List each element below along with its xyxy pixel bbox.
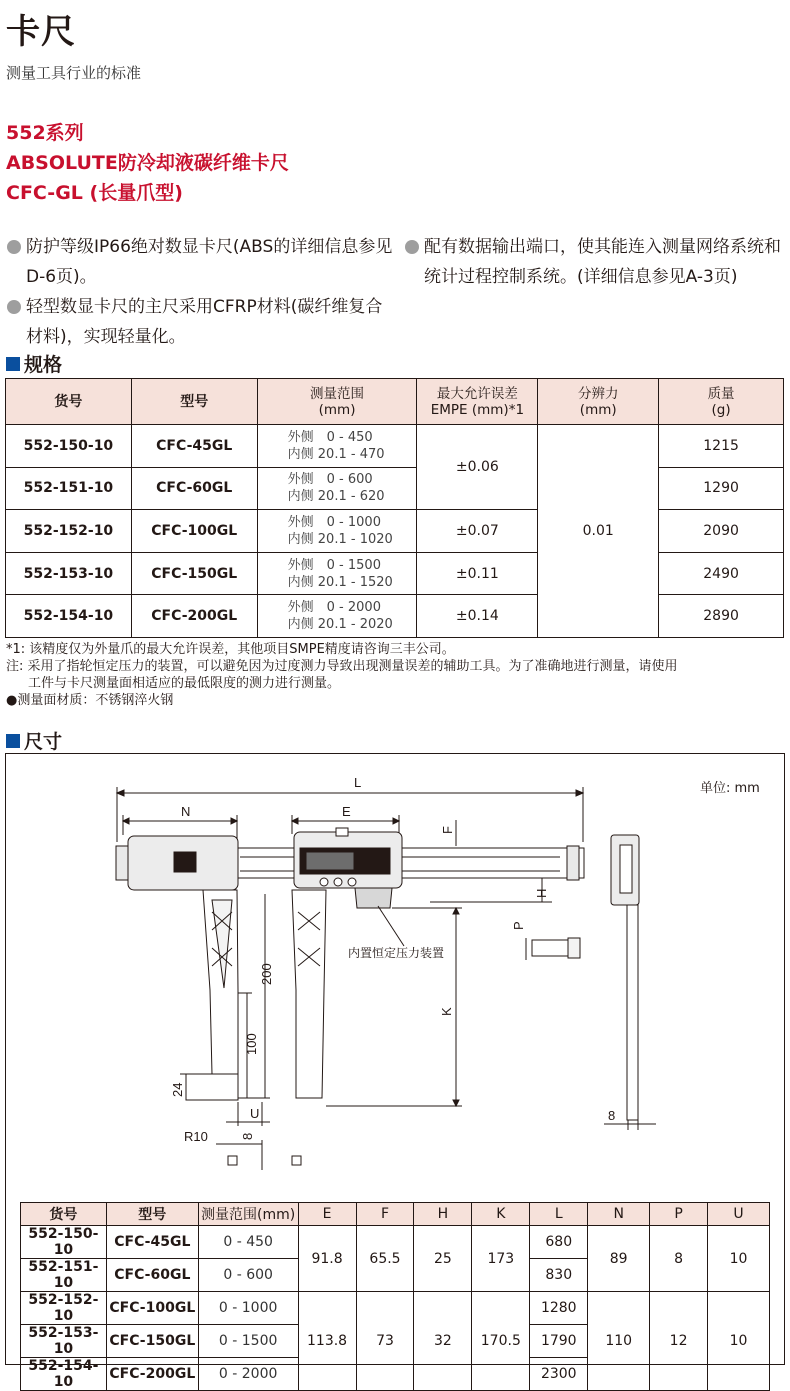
col-header: U [708, 1203, 770, 1226]
col-header: N [588, 1203, 650, 1226]
measuring-range: 0 - 2000 [198, 1358, 298, 1391]
label-U: U [250, 1106, 260, 1121]
item-code: 552-153-10 [21, 1325, 107, 1358]
item-code: 552-151-10 [21, 1259, 107, 1292]
col-header-resolution: 分辨力 (mm) [538, 379, 659, 425]
unit-label: 单位: mm [700, 781, 760, 796]
col-header-mpe: 最大允许误差 EMPE (mm)*1 [417, 379, 538, 425]
page-title: 卡尺 [6, 12, 76, 52]
feature-item: 防护等级IP66绝对数显卡尺(ABS的详细信息参见D-6页)。 [6, 232, 398, 292]
dim-P: 12 [650, 1292, 708, 1391]
col-header: L [530, 1203, 588, 1226]
mass-value: 2490 [659, 552, 784, 595]
series-name: 552系列 [6, 122, 84, 144]
col-header: P [650, 1203, 708, 1226]
footnote-material: ●测量面材质：不锈钢淬火钢 [6, 693, 174, 708]
label-F: F [440, 826, 455, 834]
measuring-range: 外侧 0 - 600 内侧 20.1 - 620 [257, 467, 417, 510]
label-24: 24 [170, 1082, 185, 1097]
col-header-mass: 质量 (g) [659, 379, 784, 425]
label-100: 100 [244, 1033, 259, 1055]
dim-H: 32 [414, 1292, 472, 1391]
mass-value: 1215 [659, 425, 784, 468]
label-H: H [534, 888, 549, 898]
page-subtitle: 测量工具行业的标准 [6, 64, 142, 82]
measuring-range: 外侧 0 - 1000 内侧 20.1 - 1020 [257, 510, 417, 553]
dim-U: 10 [708, 1292, 770, 1391]
resolution-value: 0.01 [538, 425, 659, 638]
col-header: H [414, 1203, 472, 1226]
dim-L: 680 [530, 1226, 588, 1259]
spec-section-heading: 规格 [6, 350, 62, 377]
product-name: ABSOLUTE防冷却液碳纤维卡尺 [6, 152, 289, 174]
col-header: 型号 [106, 1203, 198, 1226]
label-R10: R10 [184, 1129, 208, 1144]
item-code: 552-152-10 [21, 1292, 107, 1325]
measuring-range: 0 - 1500 [198, 1325, 298, 1358]
dim-E: 91.8 [298, 1226, 356, 1292]
measuring-range: 0 - 1000 [198, 1292, 298, 1325]
measuring-range: 外侧 0 - 450 内侧 20.1 - 470 [257, 425, 417, 468]
col-header: 货号 [21, 1203, 107, 1226]
mass-value: 2090 [659, 510, 784, 553]
mpe-value: ±0.11 [417, 552, 538, 595]
dim-K: 170.5 [472, 1292, 530, 1391]
label-P: P [511, 921, 526, 930]
label-8-jaw: 8 [240, 1132, 255, 1140]
dim-L: 830 [530, 1259, 588, 1292]
mass-value: 1290 [659, 467, 784, 510]
col-header-code: 货号 [6, 379, 132, 425]
label-N: N [181, 804, 191, 819]
footnote-accuracy: *1: 该精度仅为外量爪的最大允许误差，其他项目SMPE精度请咨询三丰公司。 [6, 642, 455, 657]
item-code: 552-150-10 [6, 425, 132, 468]
mass-value: 2890 [659, 595, 784, 638]
dim-L: 1790 [530, 1325, 588, 1358]
dim-header-row [21, 1203, 770, 1226]
measuring-range: 外侧 0 - 1500 内侧 20.1 - 1520 [257, 552, 417, 595]
dim-P: 8 [650, 1226, 708, 1292]
model-number: CFC-200GL [131, 595, 257, 638]
dim-L: 2300 [530, 1358, 588, 1391]
col-header: 测量范围(mm) [198, 1203, 298, 1226]
item-code: 552-152-10 [6, 510, 132, 553]
label-K: K [439, 1007, 454, 1016]
label-L: L [354, 775, 362, 790]
col-header: K [472, 1203, 530, 1226]
measuring-range: 外侧 0 - 2000 内侧 20.1 - 2020 [257, 595, 417, 638]
product-model: CFC-GL (长量爪型) [6, 182, 183, 204]
mpe-value: ±0.14 [417, 595, 538, 638]
feature-item: 轻型数显卡尺的主尺采用CFRP材料(碳纤维复合材料)，实现轻量化。 [6, 292, 398, 352]
col-header-range: 测量范围 (mm) [257, 379, 417, 425]
measuring-range: 0 - 450 [198, 1226, 298, 1259]
item-code: 552-154-10 [6, 595, 132, 638]
dimension-section-heading: 尺寸 [6, 727, 62, 754]
model-number: CFC-60GL [106, 1259, 198, 1292]
label-constant-force-device: 内置恒定压力装置 [348, 946, 445, 960]
model-number: CFC-200GL [106, 1358, 198, 1391]
footnote-device-cont: 工件与卡尺测量面相适应的最低限度的测力进行测量。 [28, 676, 341, 691]
mpe-value: ±0.07 [417, 510, 538, 553]
dim-H: 25 [414, 1226, 472, 1292]
model-number: CFC-100GL [131, 510, 257, 553]
model-number: CFC-60GL [131, 467, 257, 510]
feature-item: 配有数据输出端口，使其能连入测量网络系统和统计过程控制系统。(详细信息参见A-3页) [404, 232, 788, 292]
label-200: 200 [259, 963, 274, 985]
col-header: E [298, 1203, 356, 1226]
dim-E: 113.8 [298, 1292, 356, 1391]
col-header: F [356, 1203, 414, 1226]
dim-F: 65.5 [356, 1226, 414, 1292]
dim-N: 110 [588, 1292, 650, 1391]
mpe-value: ±0.06 [417, 425, 538, 510]
item-code: 552-154-10 [21, 1358, 107, 1391]
dim-F: 73 [356, 1292, 414, 1391]
dimension-table [20, 1202, 770, 1391]
table-row [21, 1226, 770, 1259]
item-code: 552-153-10 [6, 552, 132, 595]
col-header-model: 型号 [131, 379, 257, 425]
label-E: E [342, 804, 351, 819]
model-number: CFC-100GL [106, 1292, 198, 1325]
item-code: 552-150-10 [21, 1226, 107, 1259]
item-code: 552-151-10 [6, 467, 132, 510]
model-number: CFC-150GL [106, 1325, 198, 1358]
measuring-range: 0 - 600 [198, 1259, 298, 1292]
dim-N: 89 [588, 1226, 650, 1292]
table-row [21, 1292, 770, 1325]
label-8-side: 8 [608, 1108, 616, 1123]
model-number: CFC-45GL [106, 1226, 198, 1259]
dim-L: 1280 [530, 1292, 588, 1325]
model-number: CFC-45GL [131, 425, 257, 468]
dim-K: 173 [472, 1226, 530, 1292]
dim-U: 10 [708, 1226, 770, 1292]
footnote-device: 注: 采用了指轮恒定压力的装置，可以避免因为过度测力导致出现测量误差的辅助工具。为了准确地进行测量，请使用 [6, 659, 678, 674]
model-number: CFC-150GL [131, 552, 257, 595]
